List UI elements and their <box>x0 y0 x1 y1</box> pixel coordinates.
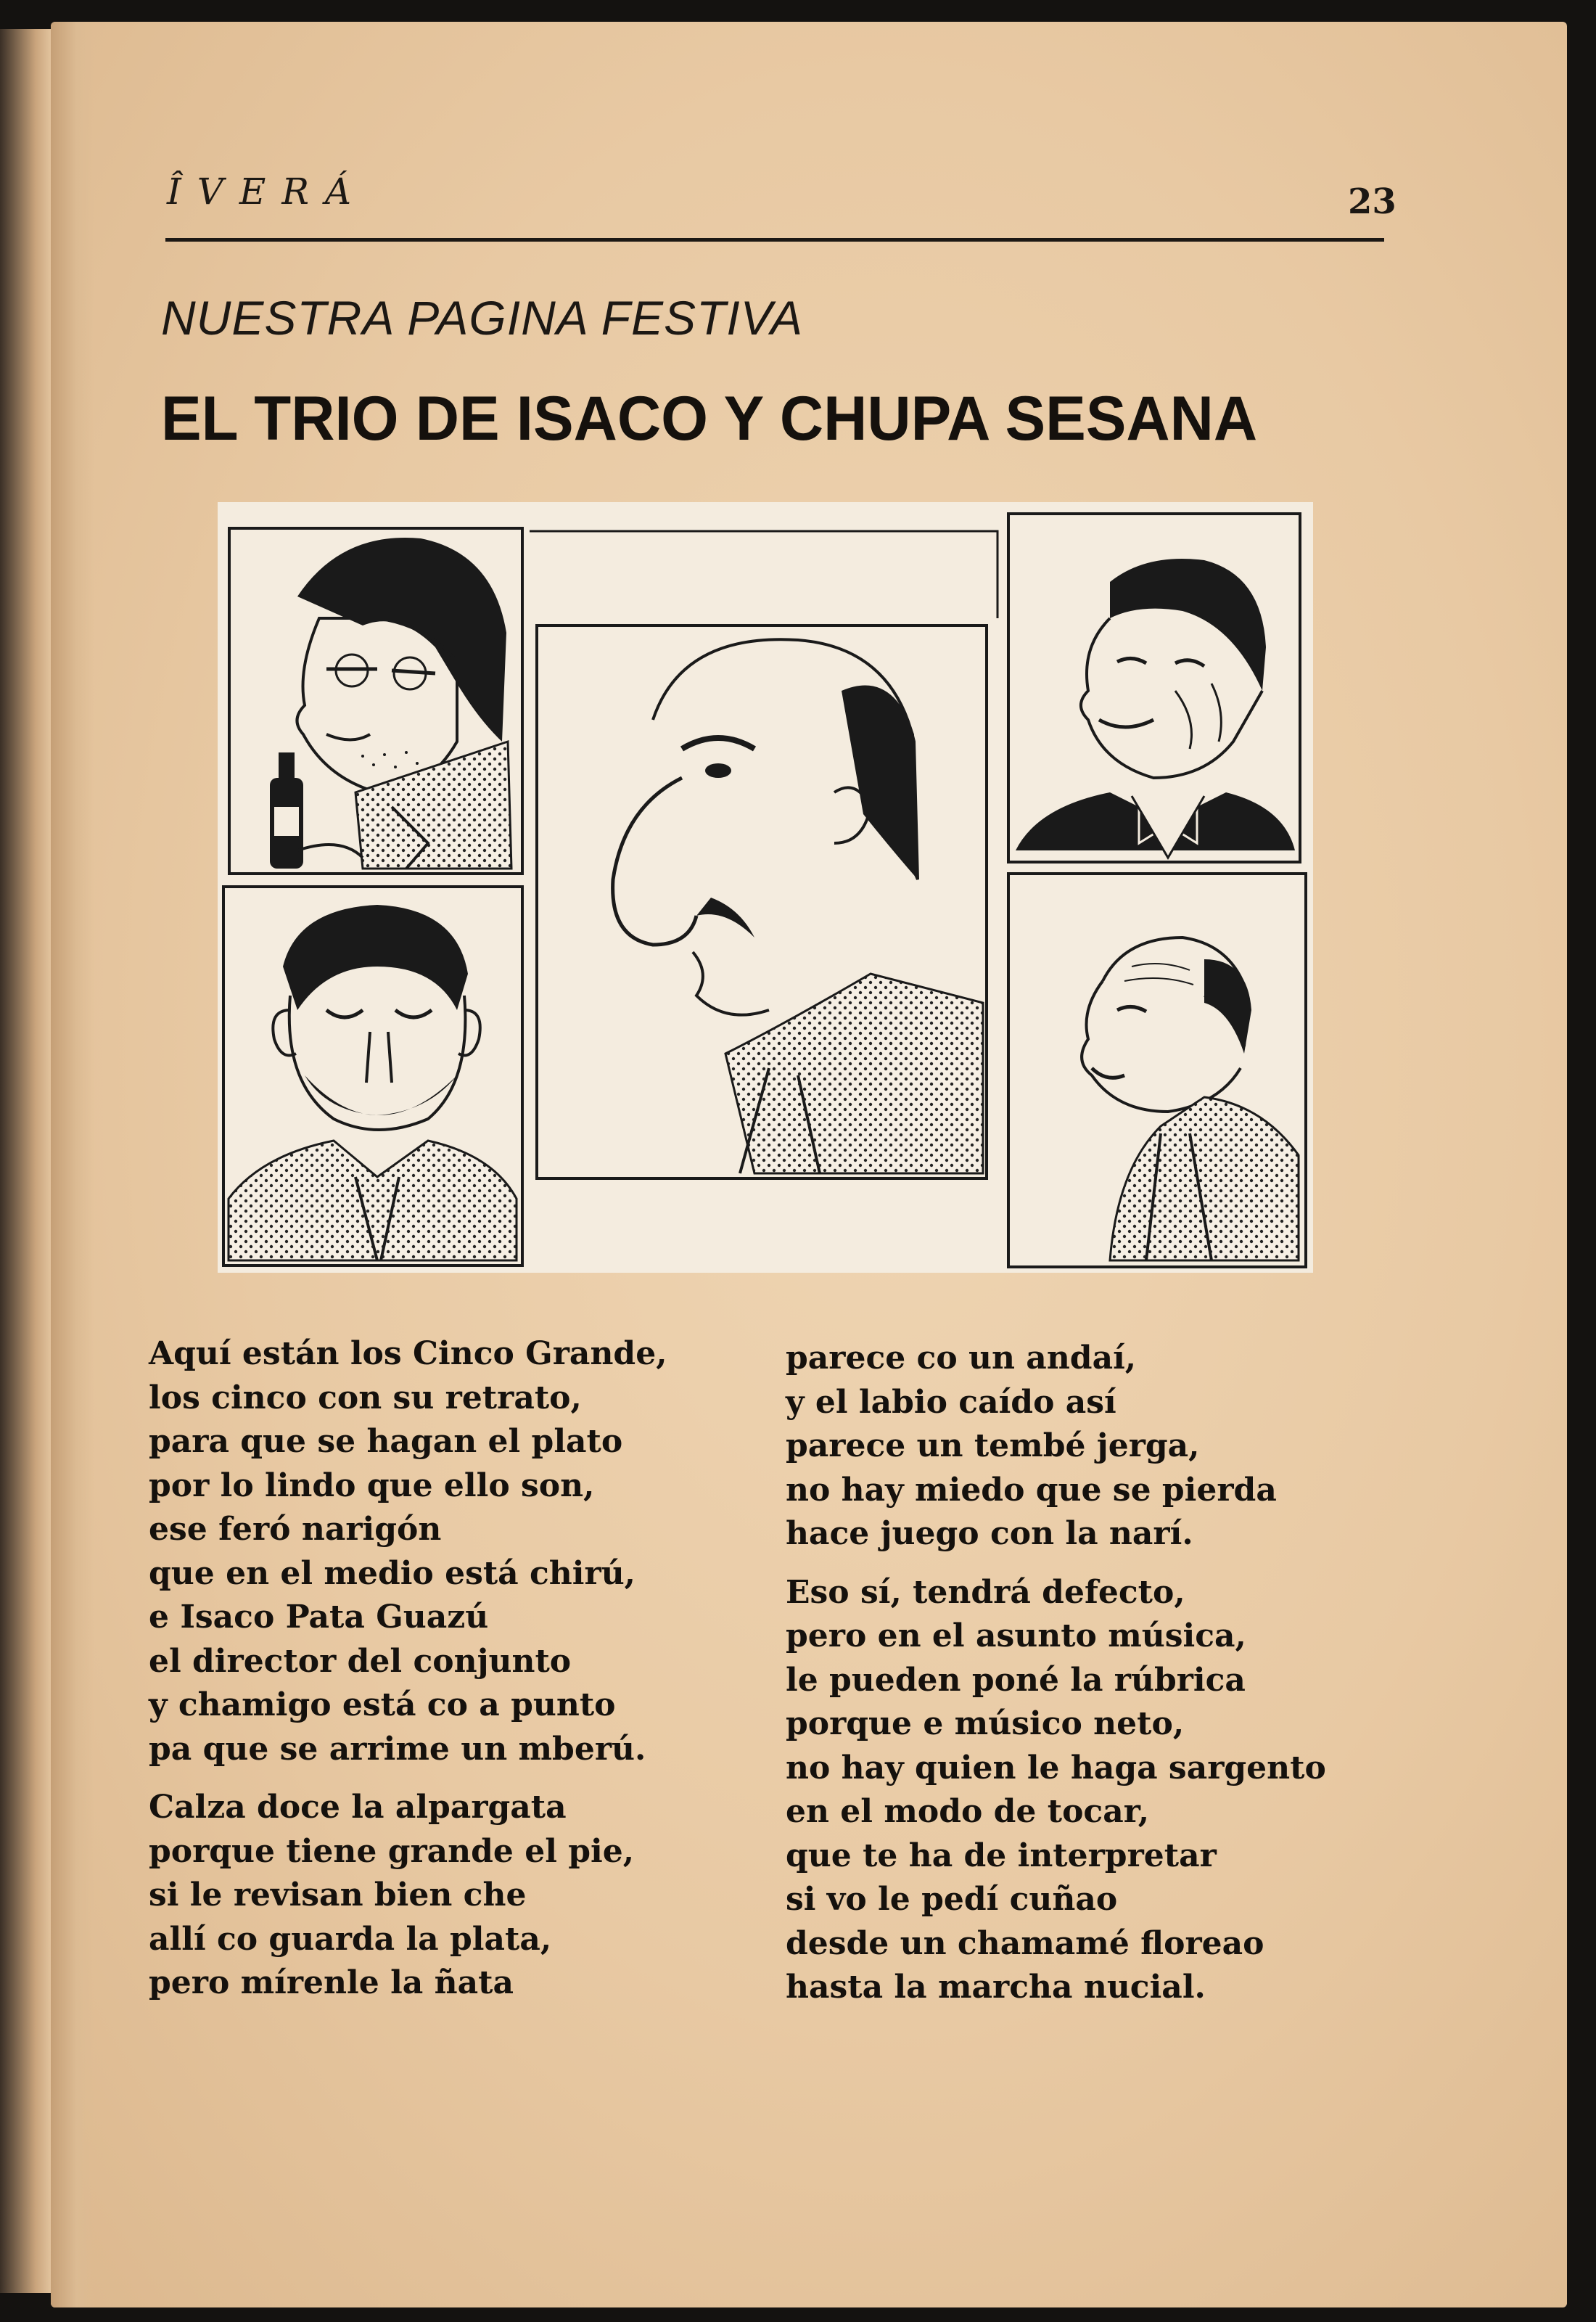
verse-line: le pueden poné la rúbrica <box>786 1661 1246 1699</box>
verse-line: pero en el asunto música, <box>786 1617 1246 1654</box>
verse-line: allí co guarda la plata, <box>149 1920 552 1958</box>
verse-line: Aquí están los Cinco Grande, <box>149 1335 667 1372</box>
panel-bald-musician <box>1008 874 1306 1267</box>
header-rule <box>165 238 1384 242</box>
verse-line: por lo lindo que ello son, <box>149 1466 595 1504</box>
verse-line: hace juego con la narí. <box>786 1515 1193 1552</box>
poem-stanza <box>786 1571 1326 2010</box>
page-gutter <box>51 22 94 2307</box>
poem-left-column <box>149 1332 667 2006</box>
verse-line: porque e músico neto, <box>786 1705 1185 1742</box>
verse-line: si le revisan bien che <box>149 1876 527 1913</box>
poem-stanza <box>149 1332 667 1771</box>
poem-stanza <box>149 1786 667 2006</box>
verse-line: parece un tembé jerga, <box>786 1427 1200 1464</box>
verse-line: que en el medio está chirú, <box>149 1554 635 1592</box>
verse-line: y chamigo está co a punto <box>149 1686 616 1723</box>
facing-page-edge <box>0 29 51 2293</box>
verse-line: hasta la marcha nucial. <box>786 1969 1206 2006</box>
running-head: ÎVERÁ <box>167 171 368 213</box>
verse-line: parece co un andaí, <box>786 1340 1137 1377</box>
verse-line: ese feró narigón <box>149 1511 442 1548</box>
verse-line: pero mírenle la ñata <box>149 1964 514 2001</box>
verse-line: Calza doce la alpargata <box>149 1789 567 1826</box>
panel-big-nose-director <box>530 531 998 1178</box>
verse-line: en el modo de tocar, <box>786 1793 1150 1830</box>
page-number: 23 <box>1348 181 1396 222</box>
poem-stanza <box>786 1337 1326 1556</box>
verse-line: e Isaco Pata Guazú <box>149 1599 489 1636</box>
verse-line: para que se hagan el plato <box>149 1423 623 1460</box>
article-title: EL TRIO DE ISACO Y CHUPA SESANA <box>161 384 1258 454</box>
verse-line: Eso sí, tendrá defecto, <box>786 1573 1185 1611</box>
section-kicker: NUESTRA PAGINA FESTIVA <box>161 291 804 345</box>
panel-musician-in-bow-tie <box>1008 514 1300 862</box>
verse-line: y el labio caído así <box>786 1383 1116 1421</box>
verse-line: que te ha de interpretar <box>786 1837 1217 1874</box>
verse-line: no hay quien le haga sargento <box>786 1749 1326 1786</box>
verse-line: desde un chamamé floreao <box>786 1924 1264 1962</box>
caricature-illustration <box>218 502 1313 1273</box>
panel-smiling-musician <box>223 887 522 1265</box>
verse-line: los cinco con su retrato, <box>149 1379 582 1416</box>
verse-line: si vo le pedí cuñao <box>786 1881 1118 1918</box>
verse-line: el director del conjunto <box>149 1642 572 1680</box>
panel-musician-with-bottle <box>229 528 522 874</box>
verse-line: pa que se arrime un mberú. <box>149 1730 646 1768</box>
verse-line: porque tiene grande el pie, <box>149 1832 635 1870</box>
verse-line: no hay miedo que se pierda <box>786 1471 1277 1509</box>
poem-right-column <box>786 1337 1326 2010</box>
